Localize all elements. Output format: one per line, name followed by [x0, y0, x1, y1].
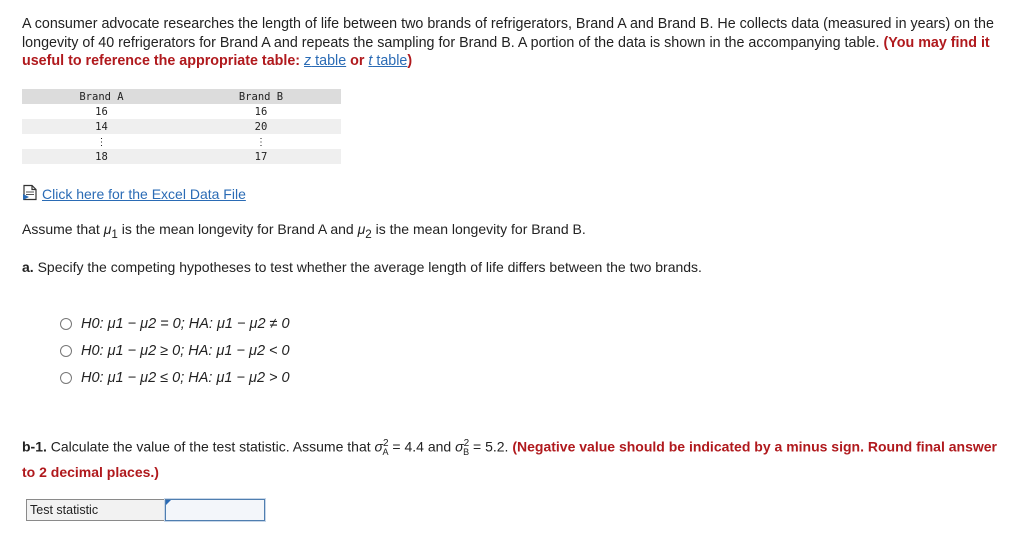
t-table-link[interactable]: [368, 53, 407, 69]
radio-button[interactable]: [60, 318, 72, 330]
table-row: [22, 119, 341, 134]
assume-part: is the mean longevity for Brand B.: [371, 221, 586, 237]
hypothesis-option[interactable]: [60, 364, 290, 391]
assume-part: Assume that: [22, 221, 104, 237]
radio-button[interactable]: [60, 345, 72, 357]
problem-intro: [22, 15, 1002, 71]
test-statistic-label: Test statistic: [26, 499, 165, 521]
vertical-ellipsis: ⋮: [96, 136, 107, 148]
excel-data-file-link[interactable]: Click here for the Excel Data File: [42, 186, 246, 202]
question-b1-text: Calculate the value of the test statistic. Assume that: [46, 438, 375, 455]
table-header-brand-b: Brand B: [181, 89, 341, 104]
table-cell: 14: [22, 119, 181, 134]
question-a: [22, 259, 702, 275]
question-b1-label: b-1.: [22, 438, 47, 455]
table-row: [22, 134, 341, 149]
assumption-text: [22, 221, 586, 241]
variance-a-value: = 4.4 and: [388, 438, 456, 455]
table-header-row: [22, 89, 341, 104]
or-text: or: [346, 53, 369, 69]
table-header-brand-a: Brand A: [22, 89, 181, 104]
hypothesis-text: H0: μ1 − μ2 ≤ 0; HA: μ1 − μ2 > 0: [81, 369, 290, 386]
mu-symbol: μ: [103, 221, 112, 237]
mu-subscript: 1: [111, 227, 118, 241]
sigma-symbol: σ: [455, 438, 464, 455]
question-b1: [22, 434, 1007, 482]
superscript: 2: [463, 438, 470, 449]
radio-button[interactable]: [60, 372, 72, 384]
hypothesis-option[interactable]: [60, 337, 290, 364]
variance-b-value: = 5.2.: [469, 438, 513, 455]
table-cell: 18: [22, 149, 181, 164]
reference-suffix: ): [407, 53, 413, 69]
vertical-ellipsis: ⋮: [256, 136, 266, 148]
hypothesis-option[interactable]: [60, 310, 290, 337]
question-a-label: a.: [22, 259, 34, 275]
table-cell: 17: [181, 149, 341, 164]
z-table-link-var: z: [304, 53, 312, 69]
hypotheses-options: [60, 310, 290, 391]
z-table-link[interactable]: [304, 53, 346, 69]
mu-subscript: 2: [365, 227, 372, 241]
z-table-link-text: table: [311, 53, 347, 69]
assume-part: is the mean longevity for Brand A and: [117, 221, 358, 237]
table-row: [22, 149, 341, 164]
rounding-note: (Negative value should be indicated by a minus sign. Round final answer to 2 decimal places.): [22, 438, 997, 481]
superscript: 2: [382, 438, 389, 449]
intro-text: A consumer advocate researches the length of life between two brands of refrigerators, Brand A and Brand B. He collects data (measured in years) on the longevity of 40 refrigerators for Brand A and repeats the sampling for Brand B. A portion of the data is shown in the accompanying table.: [22, 16, 994, 51]
table-cell: 20: [181, 119, 341, 134]
document-icon: [22, 184, 39, 204]
sigma-symbol: σ: [374, 438, 383, 455]
reference-prefix: (You may find it useful to reference the appropriate table:: [22, 34, 990, 69]
excel-data-file[interactable]: [22, 184, 246, 204]
table-cell: 16: [254, 105, 268, 118]
t-table-link-var: t: [368, 53, 373, 69]
sigma-subscript: B: [463, 447, 470, 458]
table-row: [22, 104, 341, 119]
hypothesis-text: H0: μ1 − μ2 = 0; HA: μ1 − μ2 ≠ 0: [81, 315, 290, 332]
question-a-text: Specify the competing hypotheses to test whether the average length of life differs between the two brands.: [33, 259, 702, 275]
input-corner-marker: [166, 500, 171, 505]
table-cell: 16: [95, 105, 108, 118]
test-statistic-input[interactable]: [165, 499, 265, 521]
t-table-link-text: table: [372, 53, 408, 69]
hypothesis-text: H0: μ1 − μ2 ≥ 0; HA: μ1 − μ2 < 0: [81, 342, 290, 359]
sigma-subscript: A: [382, 447, 389, 458]
mu-symbol: μ: [357, 221, 366, 237]
data-table: [22, 89, 341, 164]
